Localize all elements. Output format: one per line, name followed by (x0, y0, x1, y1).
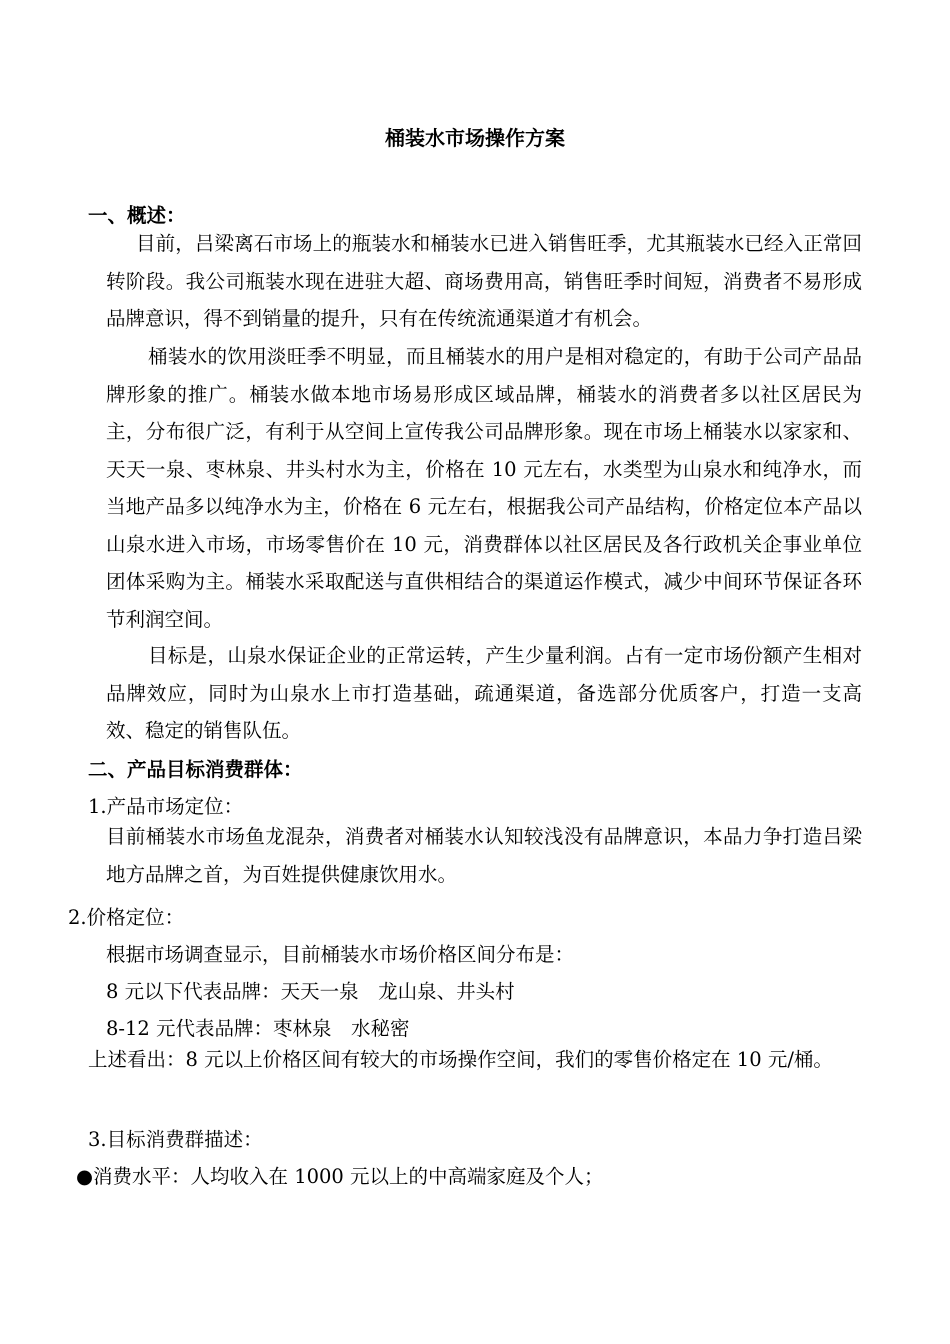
price-tier-8-12: 8-12 元代表品牌：枣林泉 水秘密 (106, 1017, 410, 1040)
item-market-positioning-text: 目前桶装水市场鱼龙混杂，消费者对桶装水认知较浅没有品牌意识，本品力争打造吕梁地方品牌之首，为百姓提供健康饮用水。 (106, 825, 862, 886)
target-consumer-bullet-1-text: 消费水平：人均收入在 1000 元以上的中高端家庭及个人； (93, 1165, 604, 1188)
item-target-consumer-label: 3.目标消费群描述： (88, 1128, 263, 1151)
paragraph-overview-1: 目前，吕梁离石市场上的瓶装水和桶装水已进入销售旺季，尤其瓶装水已经入正常回转阶段。我公司瓶装水现在进驻大超、商场费用高，销售旺季时间短，消费者不易形成品牌意识，得不到销量的提升，只有在传统流通渠道才有机会。 (106, 232, 862, 330)
paragraph-overview-2: 桶装水的饮用淡旺季不明显，而且桶装水的用户是相对稳定的，有助于公司产品品牌形象的推广。桶装水做本地市场易形成区域品牌，桶装水的消费者多以社区居民为主，分布很广泛，有利于从空间上宣传我公司品牌形象。现在市场上桶装水以家家和、天天一泉、枣林泉、井头村水为主，价格在 10 元左右，水类型为山泉水和纯净水，而当地产品多以纯净水为主，价格在 6 元左右，根据我公司产品结构，价格定位本产品以山泉水进入市场，市场零售价在 10 元，消费群体以社区居民及各行政机关企事业单位团体采购为主。桶装水采取配送与直供相结合的渠道运作模式，减少中间环节保证各环节利润空间。 (106, 345, 862, 631)
item-market-positioning-label: 1.产品市场定位： (88, 795, 244, 818)
price-tier-under-8: 8 元以下代表品牌：天天一泉 龙山泉、井头村 (106, 980, 515, 1003)
document-title: 桶装水市场操作方案 (385, 126, 565, 150)
target-consumer-bullet-1 (76, 1161, 604, 1189)
price-survey-intro: 根据市场调查显示，目前桶装水市场价格区间分布是： (106, 943, 575, 966)
section-heading-overview: 一、概述： (88, 204, 186, 227)
bullet-icon: ● (76, 1165, 94, 1188)
paragraph-overview-3: 目标是，山泉水保证企业的正常运转，产生少量利润。占有一定市场份额产生相对品牌效应，同时为山泉水上市打造基础，疏通渠道，备选部分优质客户，打造一支高效、稳定的销售队伍。 (106, 644, 862, 742)
item-price-positioning-label: 2.价格定位： (68, 906, 185, 929)
section-heading-target-group: 二、产品目标消费群体： (88, 758, 303, 781)
price-summary: 上述看出：8 元以上价格区间有较大的市场操作空间，我们的零售价格定在 10 元/桶。 (88, 1048, 833, 1071)
